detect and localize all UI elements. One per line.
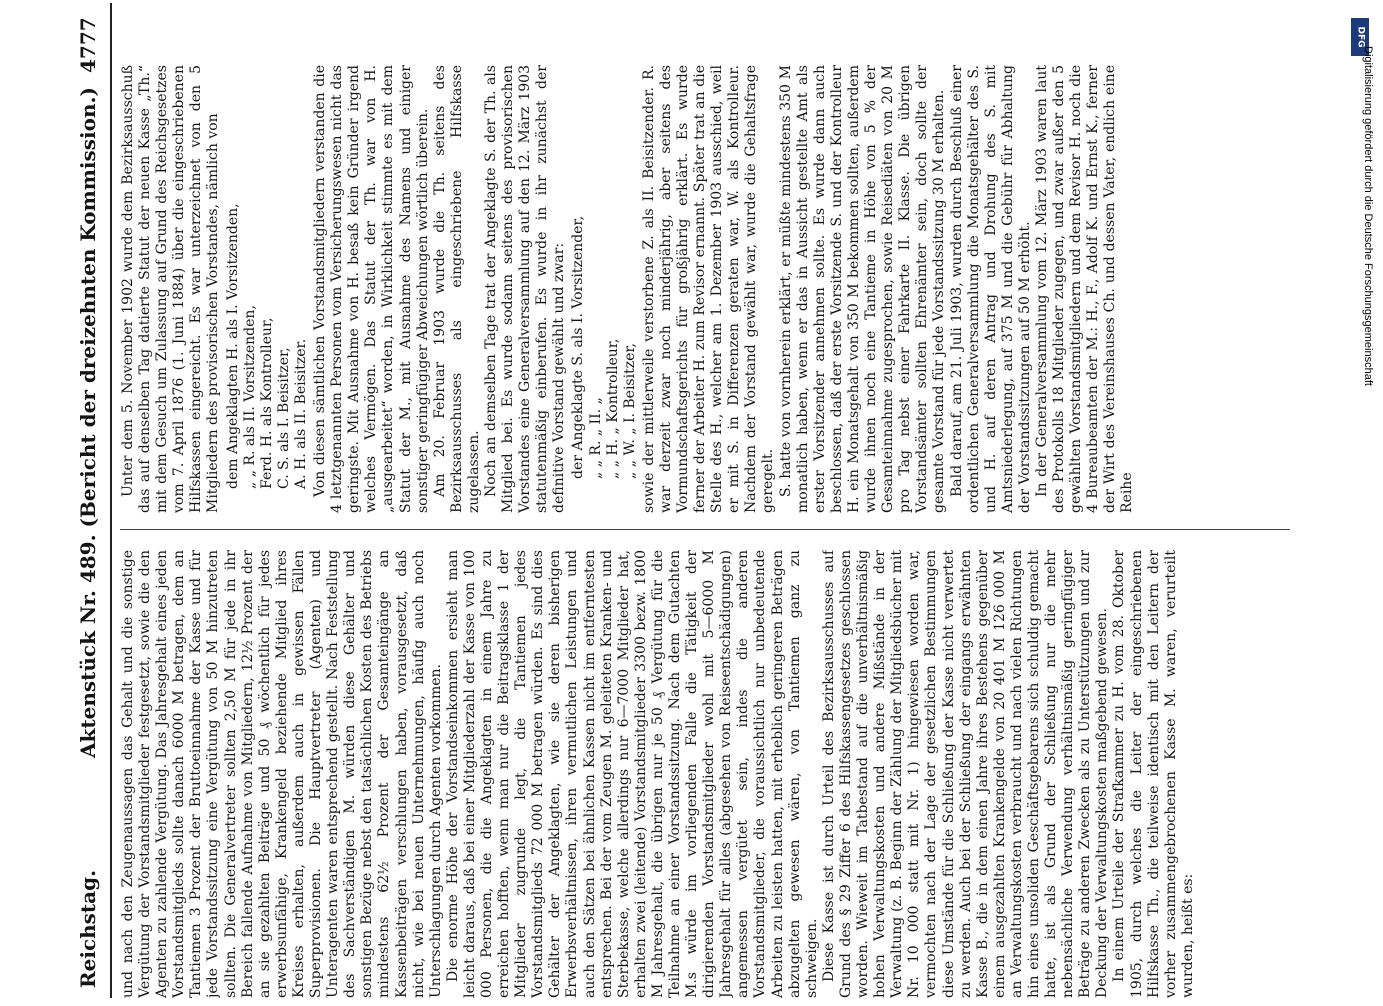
list-item: dem Angeklagten H. als I. Vorsitzenden, [224,203,241,489]
paragraph: S. hatte von vornherein erklärt, er müßte mindestens 350 M monatlich haben, wenn er das in Aussicht gestellte Amt als erster Vorsitzender annehmen sollte. Es wurde dann auch beschlossen, daß der erste Vorsitzende S. und der Kontrolleur H. ein Monatsgehalt von 350 M bekommen sollten, außerdem wurde ihnen noch eine Tantieme in Höhe von 5 % der Gesamteinnahme zugesprochen, sowie Reisediäten von 20 M pro Tag nebst einer Fahrkarte II. Klasse. Die übrigen Vorstandsämter sollten Ehrenämter sein, doch sollte der gesamte Vorstand für jede Vorstandssitzung 30 M erhalten. [777,65,948,513]
paragraph: Bald darauf, am 21. Juli 1903, wurden durch Beschluß einer ordentlichen Generalversammlung die Monatsgehälter des S. und H. auf deren Antrag und Drohung des S. mit Amtsniederlegung, auf 375 M und die Gebühr für Abhaltung der Vorstandssitzungen auf 50 M erhöht. [948,65,1033,513]
column-rule [120,529,1290,530]
paragraph: Von diesen sämtlichen Vorstandsmitgliedern verstanden die 4 letztgenannten Personen vom Versicherungswesen nicht das geringste. Mit Ausnahme von H. besaß kein Gründer irgend welches Vermögen. Das Statut der Th. war von H. „ausgearbeitet“ worden, in Wirklichkeit stimmte es mit dem Statut der M., mit Ausnahme des Namens und einiger sonstiger geringfügiger Abweichungen wörtlich überein. [312,65,431,513]
paragraph: Noch an demselben Tage trat der Angeklagte S. der Th. als Mitglied bei. Es wurde sodann seitens des provisorischen Vorstandes eine Generalversammlung auf den 12. März 1903 statutenmäßig einberufen. Es wurde in ihr zunächst der definitive Vorstand gewählt und zwar: [482,65,568,513]
list-item: der Angeklagte S. als I. Vorsitzender, [570,215,587,479]
list-item: „ „ H. „ Kontrolleur, [604,338,621,479]
paragraph: und nach den Zeugenaussagen das Gehalt und die sonstige Vergütung der Vorstandsmitglieder festgesetzt, sowie die den Agenten zu zahlende Vergütung. Das Jahresgehalt eines jeden Vorstandsmitglieds sollte danach 6000 M betragen, dem an Tantiemen 3 Prozent der Bruttoeinnahme der Kasse und für jede Vorstandssitzung eine Vergütung von 50 M hinzutreten sollten. Die Generalvertreter sollten 2,50 M für jede in ihr Bereich fallende Aufnahme von Mitgliedern, 12½ Prozent der an sie gezahlten Beiträge und 50 ₰ wöchentlich für jedes erwerbsunfähige, Krankengeld beziehende Mitglied ihres Kreises erhalten, außerdem auch in gewissen Fällen Superprovisionen. Die Hauptvertreter (Agenten) und Unteragenten waren entsprechend gestellt. Nach Feststellung des Sachverständigen M. würden diese Gehälter und sonstigen Bezüge nebst den tatsächlichen Kosten des Betriebs mindestens 62½ Prozent der Gesamteingänge an Kassenbeiträgen verschlungen haben, vorausgesetzt, daß nicht, wie bei neuen Unternehmungen, häufig auch noch Unterschlagungen durch Agenten vorkommen. [120,550,444,998]
paragraph: Unter dem 5. November 1902 wurde dem Bezirksausschuß das auf denselben Tag datierte Statut der neuen Kasse „Th.“ mit dem Gesuch um Zulassung auf Grund des Reichsgesetzes vom 7. April 1876 (1. Juni 1884) über die eingeschriebenen Hilfskassen eingereicht. Es war unterzeichnet von den 5 Mitgliedern des provisorischen Vorstandes, nämlich von [120,65,222,513]
dfg-logo-icon: DFG [1351,18,1369,56]
header-left-title: Reichstag. [76,869,100,988]
list-item: C. S. als I. Beisitzer, [275,347,292,489]
paragraph: Die enorme Höhe der Vorstandseinkommen ersieht man leicht daraus, daß bei einer Mitgliederzahl der Kasse von 100 000 Personen, die die Angeklagten in einem Jahre zu erreichen hofften, wenn man nur die Beitragsklasse 1 der Mitglieder zugrunde legt, die Tantiemen jedes Vorstandsmitglieds 72 000 M betragen würden. Es sind dies Gehälter der Angeklagten, wie sie deren bisherigen Erwerbsverhältnissen, ihren vermutlichen Leistungen und auch den Sätzen bei ähnlichen Kassen nicht im entferntesten entsprechen. Bei der vom Zeugen M. geleiteten Kranken- und Sterbekasse, welche allerdings nur 6—7000 Mitglieder hat, erhalten zwei (leitende) Vorstandsmitglieder 3300 bezw. 1800 M Jahresgehalt, die übrigen nur je 50 ₰ Vergütung für die Teilnahme an einer Vorstandssitzung. Nach dem Gutachten M.s würde im vorliegenden Falle die Tätigkeit der dirigierenden Vorstandsmitglieder wohl mit 5—6000 M Jahresgehalt für alles (abgesehen von Reiseentschädigungen) angemessen vergütet sein, indes die anderen Vorstandsmitglieder, die voraussichtlich nur unbedeutende Arbeiten zu leisten hatten, mit erheblich geringeren Beträgen abzugelten gewesen wären, von Tantiemen ganz zu schweigen. [444,550,820,998]
paragraph: sowie der mittlerweile verstorbene Z. als II. Beisitzender. R. war derzeit zwar noch minderjährig, aber seitens des Vormundschaftsgerichts für großjährig erklärt. Es wurde ferner der Arbeiter H. zum Revisor ernannt. Später trat an die Stelle des H., welcher am 1. Dezember 1903 ausschied, weil er mit S. in Differenzen geraten war, W. als Kontrolleur. Nachdem der Vorstand gewählt war, wurde die Gehaltsfrage geregelt. [640,65,777,513]
right-column [120,65,1290,513]
page-header [70,3,110,998]
left-column [120,550,1290,998]
board-list [570,65,638,513]
list-item: „ „ R. „ II. „ [587,397,604,479]
header-center-title: Aktenstück Nr. 489. (Bericht der dreizehnten Kommission.) [76,87,100,758]
page-number: 4777 [76,17,100,73]
list-item: A. H. als II. Beisitzer. [292,338,309,489]
paragraph: Diese Kasse ist durch Urteil des Bezirksausschusses auf Grund des § 29 Ziffer 6 des Hilfskassengesetzes geschlossen worden. Wieweit im Tatbestand auf die unverhältnismäßig hohen Verwaltungskosten und andere Mißstände in der Verwaltung (z. B. Beginn der Zählung der Mitgliedsbücher mit Nr. 10 000 statt mit Nr. 1) hingewiesen worden war, vermochten nach der Lage der gesetzlichen Bestimmungen diese Umstände für die Schließung der Kasse nicht verwertet zu werden. Auch bei der Schließung der eingangs erwähnten Kasse B., die in dem einen Jahre ihres Bestehens gegenüber einem ausgezahlten Krankengelde von 20 401 M 126 000 M an Verwaltungskosten verbraucht und nach vielen Richtungen hin eines unsoliden Geschäftsgebarens sich schuldig gemacht hatte, ist als Grund der Schließung nur die mehr nebensächliche Verwendung verhältnismäßig geringfügiger Beträge zu anderen Zwecken als zu Unterstützungen und zur Deckung der Verwaltungskosten maßgebend gewesen. [820,550,1111,998]
list-item: „ „ R. als II. Vorsitzenden, [241,305,258,489]
list-item: Ferd. H. als Kontrolleur, [258,317,275,489]
digitization-sidebar [1343,10,1383,995]
header-rule [110,3,112,998]
paragraph: In der Generalversammlung vom 12. März 1903 waren laut des Protokolls 18 Mitglieder zugegen, und zwar außer den 5 gewählten Vorstandsmitgliedern und dem Revisor H. noch die 4 Bureaubeamten der M.: H., F., Adolf K. und Ernst K., ferner der Wirt des Vereinshauses Ch. und dessen Vater, endlich eine Reihe [1033,65,1136,513]
list-item: „ „ W. „ I. Beisitzer, [621,343,638,479]
paragraph: Am 20. Februar 1903 wurde die Th. seitens des Bezirksausschusses als eingeschriebene Hilfskasse zugelassen. [431,65,482,513]
paragraph: In einem Urteile der Strafkammer zu H. vom 28. Oktober 1905, durch welches die Leiter der eingeschriebenen Hilfskasse Th., die teilweise identisch mit den Leitern der vorher zusammengebrochenen Kasse M. waren, verurteilt wurden, heißt es: [1111,550,1196,998]
signatory-list [225,65,310,513]
rotated-page [70,3,1300,998]
digitization-credit: Digitalisierung gefördert durch die Deutsche Forschungsgemeinschaft [1362,46,1374,386]
